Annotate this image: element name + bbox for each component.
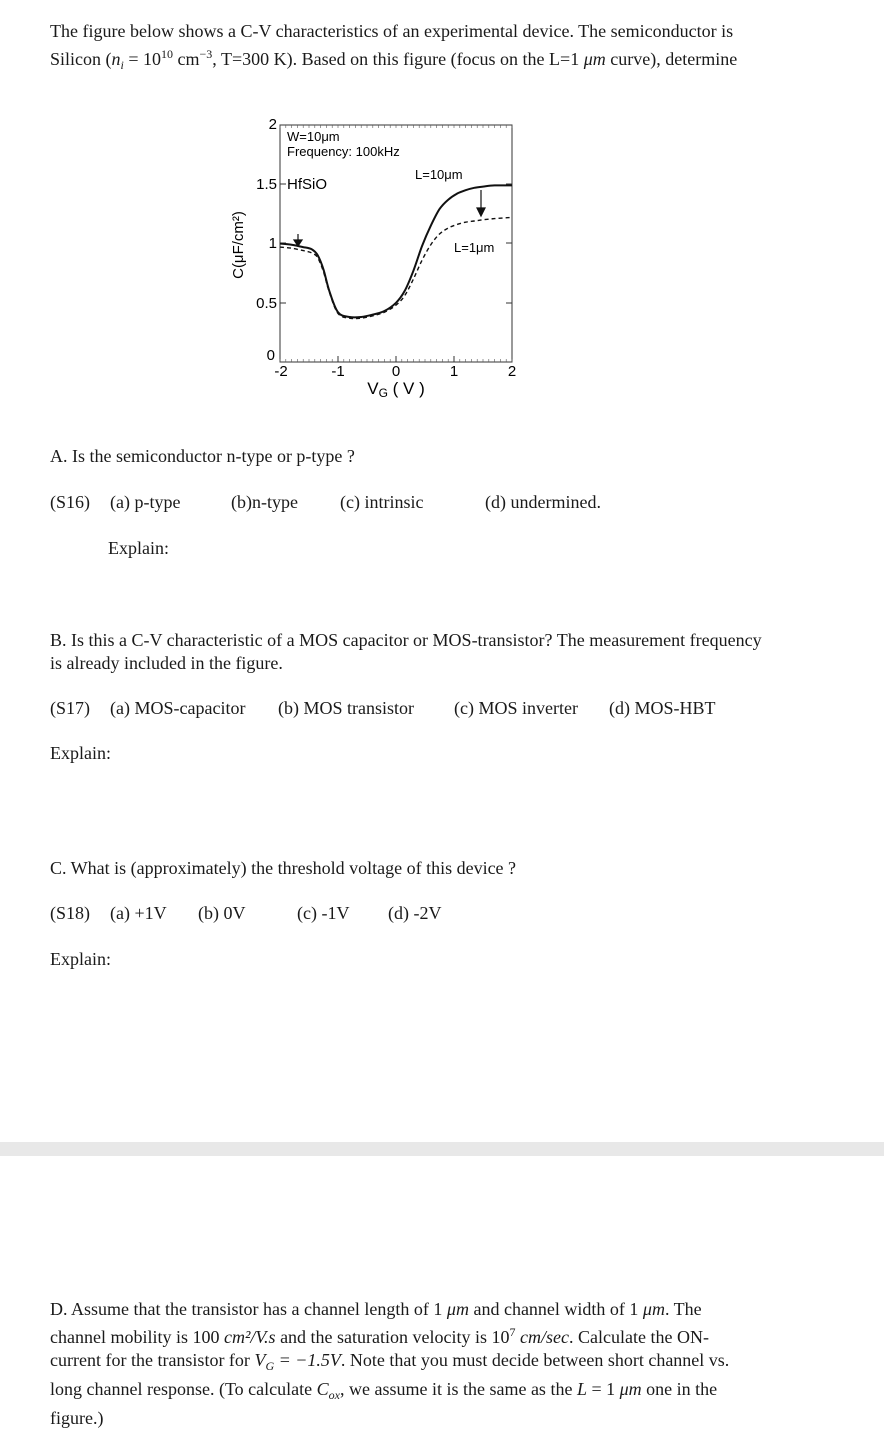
question-c-option-b[interactable]: (b) 0V: [198, 903, 246, 923]
question-d-line-1: D. Assume that the transistor has a channel length of 1 μm and channel width of 1 μm. The: [50, 1299, 702, 1319]
y-tick-label: 2: [268, 116, 277, 133]
label-l10: L=10μm: [415, 167, 463, 182]
question-a-explain: Explain:: [108, 538, 169, 558]
question-d-paragraph: [50, 1298, 860, 1430]
question-a-option-d[interactable]: (d) undermined.: [485, 492, 601, 512]
x-tick-label: 2: [507, 363, 517, 380]
arrow-right: [477, 190, 485, 216]
ni-subscript: i: [120, 58, 124, 72]
question-d-line-4: long channel response. (To calculate $C_{ox}$, we assume it is the same as the L = 1 μm one in the: [50, 1379, 718, 1402]
question-b-option-b[interactable]: (b) MOS transistor: [278, 698, 414, 718]
annotation-width: W=10μm: [287, 129, 340, 144]
question-a-option-c[interactable]: (c) intrinsic: [340, 492, 424, 512]
annotation-material: HfSiO: [287, 176, 328, 193]
question-a-option-a[interactable]: (a) p-type: [110, 492, 181, 512]
question-b-text: [50, 629, 860, 675]
question-d-line-3: current for the transistor for $V_G = -1.5V$. Note that you must decide between short channel vs.: [50, 1350, 730, 1373]
question-a-option-b[interactable]: (b)n-type: [231, 492, 298, 512]
question-d-line-2: channel mobility is 100 cm²/V.s and the saturation velocity is $10^7$ cm/sec. Calculate the ON-: [50, 1325, 709, 1347]
ni-symbol: n: [111, 49, 121, 69]
question-b-line-2: is already included in the figure.: [50, 653, 283, 673]
question-b-option-c[interactable]: (c) MOS inverter: [454, 698, 578, 718]
question-c-explain: Explain:: [50, 949, 111, 969]
y-tick-label: 0: [266, 347, 275, 364]
question-b-code: (S17): [50, 698, 90, 718]
mu-unit: μm: [583, 49, 606, 69]
x-tick-label: 0: [391, 363, 401, 380]
annotation-frequency: Frequency: 100kHz: [287, 144, 400, 159]
y-axis-label: C(μF/cm²): [230, 211, 247, 279]
question-b-option-a[interactable]: (a) MOS-capacitor: [110, 698, 246, 718]
intro-line-2: [50, 43, 860, 77]
major-ticks: [280, 184, 512, 362]
ni-unit: cm: [173, 49, 200, 69]
question-c-text: C. What is (approximately) the threshold voltage of this device ?: [50, 858, 517, 878]
arrow-left: [294, 234, 302, 246]
ni-equals: = 10: [123, 49, 161, 69]
y-tick-label: 1.5: [256, 176, 277, 193]
x-axis-label: VG ( V ): [367, 379, 425, 400]
page-separator: [0, 1142, 884, 1156]
x-tick-label: -2: [274, 363, 288, 380]
x-tick-label: -1: [331, 363, 345, 380]
y-tick-label: 1: [268, 235, 277, 252]
intro-text: Silicon (: [50, 49, 112, 69]
intro-text-2: , T=300 K). Based on this figure (focus on the L=1: [212, 49, 584, 69]
question-c-code: (S18): [50, 903, 90, 923]
question-a-text: A. Is the semiconductor n-type or p-type ?: [50, 446, 355, 466]
ni-unit-exponent: −3: [199, 47, 213, 61]
intro-text-3: curve), determine: [605, 49, 738, 69]
y-tick-label: 0.5: [256, 295, 277, 312]
question-a-code: (S16): [50, 492, 90, 512]
label-l1: L=1μm: [454, 240, 495, 255]
intro-paragraph: [50, 20, 860, 77]
question-c-option-d[interactable]: (d) -2V: [388, 903, 442, 923]
intro-line-1: The figure below shows a C-V characteristics of an experimental device. The semiconductor is: [50, 21, 734, 41]
x-tick-label: 1: [449, 363, 459, 380]
question-b-line-1: B. Is this a C-V characteristic of a MOS capacitor or MOS-transistor? The measurement frequency: [50, 630, 762, 650]
cv-figure: [215, 110, 525, 410]
question-d-line-5: figure.): [50, 1408, 104, 1428]
question-b-explain: Explain:: [50, 743, 111, 763]
ni-exponent: 10: [161, 47, 173, 61]
question-c-option-a[interactable]: (a) +1V: [110, 903, 167, 923]
question-c-option-c[interactable]: (c) -1V: [297, 903, 350, 923]
question-b-option-d[interactable]: (d) MOS-HBT: [609, 698, 716, 718]
